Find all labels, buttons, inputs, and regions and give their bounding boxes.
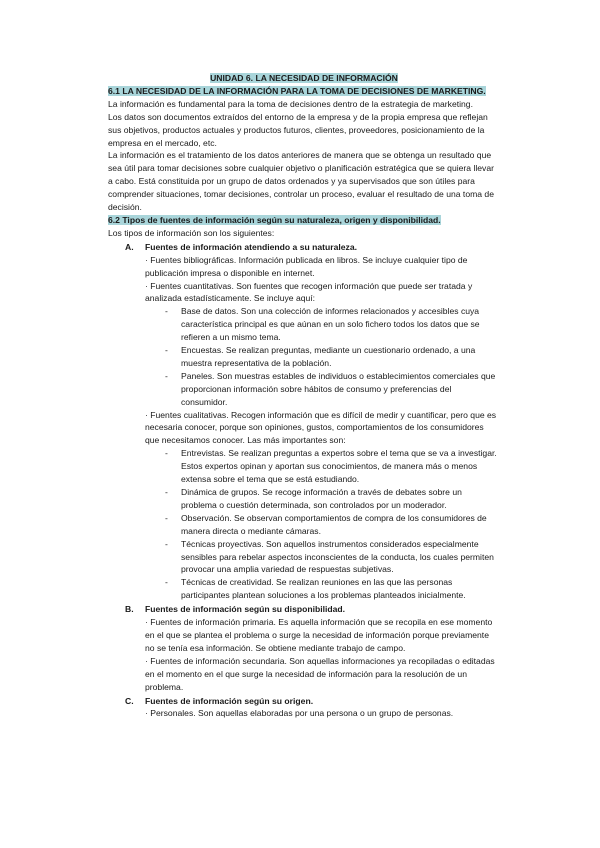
source-item: · Personales. Son aquellas elaboradas por una persona o un grupo de personas.: [145, 708, 454, 719]
list-item: [108, 370, 500, 409]
section-heading-6-1-text: 6.1 LA NECESIDAD DE LA INFORMACIÓN PARA LA TOMA DE DECISIONES DE MARKETING.: [108, 85, 486, 96]
intro-paragraph: Los tipos de información son los siguientes:: [108, 227, 275, 238]
list-item: [108, 344, 500, 370]
list-item-text: Entrevistas. Se realizan preguntas a expertos sobre el tema que se va a investigar. Estos expertos opinan y aportan sus conocimientos, de manera más o menos extensa sobre el tema que se está estudiando.: [181, 448, 497, 485]
source-item: · Fuentes de información primaria. Es aquella información que se recopila en ese momento en el que se plantea el problema o surge la necesidad de información porque previamente no se tenía esa información. Se obtiene mediante trabajo de campo.: [145, 617, 493, 653]
unit-title-text: UNIDAD 6. LA NECESIDAD DE INFORMACIÓN: [210, 73, 398, 83]
unit-title: [108, 72, 500, 85]
section-title-text: Fuentes de información atendiendo a su naturaleza.: [145, 241, 358, 252]
paragraph: La información es el tratamiento de los datos anteriores de manera que se obtenga un resultado que sea útil para tomar decisiones sobre cualquier objetivo o planificación estratégica que se quiera llevar a cabo. Está constituida por un grupo de datos ordenados y ya supervisados que son útiles para comprender situaciones, tomar decisiones, controlar un proceso, evaluar el resultado de una toma de decisión.: [108, 150, 494, 213]
section-title-text: Fuentes de información según su disponibilidad.: [145, 604, 346, 615]
section-title: [108, 695, 500, 708]
list-item: [108, 576, 500, 602]
list-item-text: Técnicas de creatividad. Se realizan reuniones en las que las personas participantes plantean soluciones a los problemas planteados inicialmente.: [181, 577, 466, 601]
section-title-text: Fuentes de información según su origen.: [145, 695, 314, 706]
section-letter: B.: [125, 604, 134, 615]
list-item: [108, 512, 500, 538]
paragraph: Los datos son documentos extraídos del entorno de la empresa y de la propia empresa que reflejan sus objetivos, productos actuales y productos futuros, clientes, proveedores, posicionamiento de la empresa en el mercado, etc.: [108, 111, 488, 148]
list-item-text: Paneles. Son muestras estables de individuos o establecimientos comerciales que proporcionan información sobre hábitos de consumo y preferencias del consumidor.: [181, 370, 496, 407]
dash-bullet: -: [165, 448, 168, 459]
source-section-c: [108, 695, 500, 721]
paragraph: La información es fundamental para la toma de decisiones dentro de la estrategia de marketing.: [108, 98, 473, 109]
dash-bullet: -: [165, 306, 168, 317]
list-item-text: Dinámica de grupos. Se recoge información a través de debates sobre un problema o cuestión determinada, son controlados por un moderador.: [181, 487, 462, 510]
list-item: [108, 486, 500, 512]
source-item: · Fuentes cualitativas. Recogen información que es difícil de medir y cuantificar, pero que es necesaria conocer, porque son opiniones, gustos, comportamientos de los consumidores que necesitamos conocer. Las más importantes son:: [145, 409, 497, 446]
dash-bullet: -: [165, 345, 168, 356]
source-section-b: [108, 603, 500, 693]
list-item-text: Encuestas. Se realizan preguntas, mediante un cuestionario ordenado, a una muestra representativa de la población.: [181, 345, 476, 368]
list-item-text: Observación. Se observan comportamientos de compra de los consumidores de manera directa o mediante cámaras.: [181, 512, 487, 536]
document-page: [108, 72, 500, 720]
source-item: · Fuentes bibliográficas. Información publicada en libros. Se incluye cualquier tipo de publicación impresa o disponible en internet.: [145, 254, 468, 278]
list-item: [108, 447, 500, 486]
source-section-a: [108, 241, 500, 602]
list-item-text: Base de datos. Son una colección de informes relacionados y accesibles cuya característica principal es que aúnan en un solo fichero todos los datos que se refieren a un mismo tema.: [181, 306, 480, 343]
dash-bullet: -: [165, 512, 168, 523]
dash-bullet: -: [165, 487, 168, 497]
section-letter: C.: [125, 695, 134, 706]
section-heading-6-2-text: 6.2 Tipos de fuentes de información según su naturaleza, origen y disponibilidad.: [108, 214, 441, 225]
source-item: · Fuentes cuantitativas. Son fuentes que recogen información que puede ser tratada y analizada estadísticamente. Se incluye aquí:: [145, 280, 473, 304]
list-item: [108, 538, 500, 577]
dash-bullet: -: [165, 577, 168, 588]
dash-bullet: -: [165, 370, 168, 381]
section-letter: A.: [125, 241, 134, 252]
dash-bullet: -: [165, 538, 168, 549]
section-heading-6-1: [108, 85, 500, 98]
section-title: [108, 241, 500, 254]
list-item-text: Técnicas proyectivas. Son aquellos instrumentos considerados especialmente sensibles para rebelar aspectos inconscientes de la conducta, los cuales permiten provocar una amplia variedad de respuestas subjetivas.: [181, 538, 494, 575]
list-item: [108, 305, 500, 344]
section-heading-6-2: [108, 214, 500, 227]
source-item: · Fuentes de información secundaria. Son aquellas informaciones ya recopiladas o editadas en el momento en el que surge la necesidad de información para la resolución de un problema.: [145, 655, 495, 692]
section-title: [108, 603, 500, 616]
